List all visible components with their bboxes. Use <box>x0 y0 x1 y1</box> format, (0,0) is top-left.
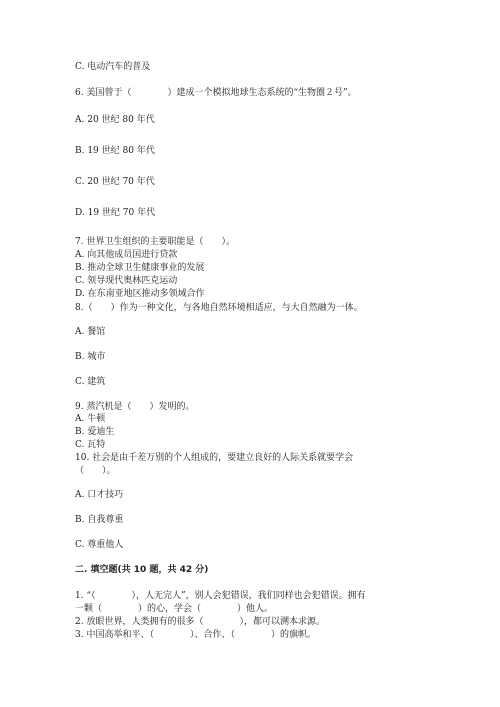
section-heading: 二. 填空题(共 10 题，共 42 分) <box>75 565 209 575</box>
fill-q2: 2. 放眼世界，人类拥有的很多（ ），都可以溯本求源。 <box>75 617 325 627</box>
fill-q1-line1: 1. “（ ），人无完人”，别人会犯错误，我们同样也会犯错误。拥有 <box>75 591 366 601</box>
q8-stem: 8.（ ）作为一种文化，与各地自然环境相适应，与大自然融为一体。 <box>75 303 363 313</box>
q10-option-b: B. 自我尊重 <box>75 515 124 525</box>
q6-option-c: C. 20 世纪 70 年代 <box>75 177 155 187</box>
q9-stem: 9. 蒸汽机是（ ）发明的。 <box>75 402 195 412</box>
q6-option-b: B. 19 世纪 80 年代 <box>75 146 155 156</box>
q8-option-a: A. 餐馆 <box>75 327 106 337</box>
q10-stem-cont: （ ）。 <box>75 466 116 476</box>
fill-q3: 3. 中国高举和平、（ ）、合作、（ ）的旗帜。 <box>75 630 316 640</box>
q7-option-d: D. 在东南亚地区推动多领域合作 <box>75 289 205 299</box>
q9-option-c: C. 瓦特 <box>75 440 106 450</box>
q9-option-b: B. 爱迪生 <box>75 427 115 437</box>
q10-option-c: C. 尊重他人 <box>75 540 124 550</box>
fill-q1-line2: 一颗（ ）的心，学会（ ）他人。 <box>75 604 274 614</box>
q6-stem: 6. 美国曾于（ ）建成一个模拟地球生态系统的“生物圈２号”。 <box>75 88 357 98</box>
q9-option-a: A. 牛顿 <box>75 414 106 424</box>
q7-stem: 7. 世界卫生组织的主要职能是（ ）。 <box>75 237 235 247</box>
q7-option-c: C. 领导现代奥林匹克运动 <box>75 276 178 286</box>
q7-option-a: A. 向其他成员国进行贷款 <box>75 250 178 260</box>
q10-option-a: A. 口才技巧 <box>75 490 124 500</box>
q6-option-d: D. 19 世纪 70 年代 <box>75 208 156 218</box>
q8-option-c: C. 建筑 <box>75 377 106 387</box>
q8-option-b: B. 城市 <box>75 352 106 362</box>
q6-option-a: A. 20 世纪 80 年代 <box>75 115 155 125</box>
q10-stem: 10. 社会是由千差万别的个人组成的，要建立良好的人际关系就要学会 <box>75 453 354 463</box>
q7-option-b: B. 推动全球卫生健康事业的发展 <box>75 263 205 273</box>
q5-option-c: C. 电动汽车的普及 <box>75 62 151 72</box>
